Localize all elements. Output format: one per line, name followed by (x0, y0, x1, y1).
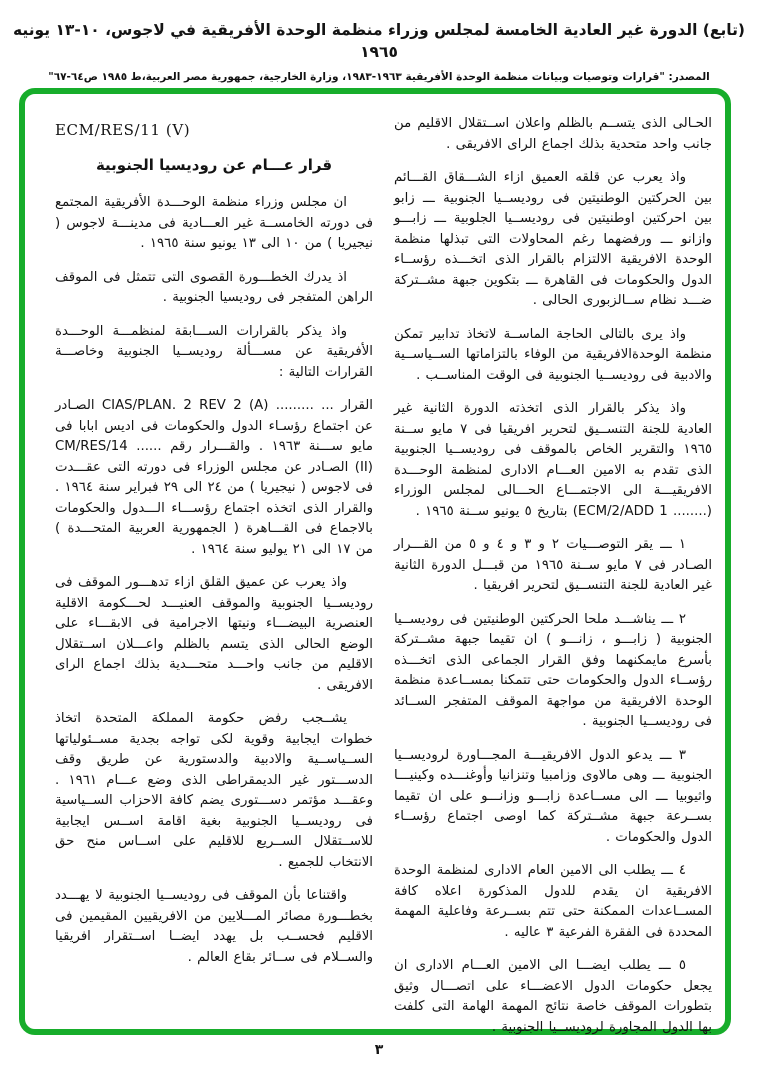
paragraph: ١ ـــ يقر التوصـــيات ٢ و ٣ و ٤ و ٥ من القـــرار الصـادر فى ٧ مايو ســنة ١٩٦٥ من قبـــل الدورة الثانية غير العادية للجنة التنســيق لتحرير افريقيا . (394, 537, 713, 593)
paragraph: يشــجب رفض حكومة المملكة المتحدة اتخاذ خطوات ايجابية وقوية لكى تواجه بجدية مســئولياتها الســياســية والادبية والدستورية عن طريق وقف الدســـتور غير الديمقراطى الذى وضع عـــام ١٩٦١ . وعقـــد مؤتمر دســـتورى يضم كافة الاحزاب الســياسية فى روديســيا الجنوبية بغية اقامة اســس ايجابية للاســتقلال الســريع للاقليم على اســاس منح حق الانتخاب للجميع . (55, 711, 373, 870)
content-frame (19, 88, 731, 1035)
paragraph: واقتناعا بأن الموقف فى روديســيا الجنوبية لا يهـــدد بخطـــورة مصائر المـــلايين من الافريقيين المقيمين فى الاقليم فحســب بل يهدد ايضــا اســتقرار افريقيا والســلام فى ســائر بقاع العالم . (55, 888, 373, 965)
column-left (55, 114, 373, 1013)
paragraph: ٥ ـــ يطلب ايضـــا الى الامين العـــام الادارى ان يجعل حكومات الدول الاعضـــاء على اتصـــال وثيق بتطورات الموقف خاصة نتائج المهمة الهامة التى كلفت بها الدول المجاورة لروديســيا الجنوبية . (394, 958, 712, 1035)
session-title: (تابع) الدورة غير العادية الخامسة لمجلس وزراء منظمة الوحدة الأفريقية في لاجوس، ١٠-١٣ يونيه ١٩٦٥ (12, 21, 746, 61)
page-footer (0, 1042, 758, 1058)
column-right-paragraphs (394, 114, 712, 1038)
paragraph: واذ يذكر بالقرارات الســـابقة لمنظمـــة الوحـــدة الأفريقية عن مســـألة روديســيا الجنوبية وخاصـــة القرارات التالية : (55, 323, 373, 380)
page-number: ٣ (374, 1042, 384, 1058)
paragraph: ٣ ـــ يدعو الدول الافريقيـــة المجـــاورة لروديســيا الجنوبية ـــ وهى مالاوى وزامبيا وتنزانيا وأوغنـــده وكينيـــا واثيوبيا ـــ الى مســاعدة زابـــو وزانـــو على ان تقيما بســرعة جبهة مشــتركة كما اوصى اجتماع رؤســاء الدول والحكومات . (394, 747, 712, 845)
paragraph: القرار ... ......... ‎CIAS/PLAN. 2 REV 2 (A)‎ الصـادر عن اجتماع رؤسـاء الدول والحكومات فى اديس ابابا فى مايو ســـنة ١٩٦٣ . والقـــرار رقم ...... ‎CM/RES/14 (II)‎ الصـادر عن مجلس الوزراء فى دورته التى عقـــدت فى لاجوس ( نيجيريا ) من ٢٤ الى ٢٩ فبراير سنة ١٩٦٤ . والقرار الذى اتخذه اجتماع رؤســـاء الـــدول والحكومات بالاجماع فى القـــاهرة ( الجمهورية العربية المتحـــدة ) من ١٧ الى ٢١ يوليو سنة ١٩٦٤ . (55, 398, 374, 557)
paragraph: ٢ ـــ يناشـــد ملحا الحركتين الوطنيتين فى روديســيا الجنوبية ( زابـــو ، زانـــو ) ان تقيما جبهة مشــتركة بأسرع مايمكنهما وفق القرار الجماعى الذى اتخـــذه رؤســاء الدول والحكومات حتى تتمكنا بمســاعدة منظمة الوحدة الافريقية من مواجهة الموقف المتفجر الســائد فى روديســيا الجنوبية . (394, 611, 712, 729)
paragraph: اذ يدرك الخطـــورة القصوى التى تتمثل فى الموقف الراهن المتفجر فى روديسيا الجنوبية . (55, 269, 373, 305)
paragraph: الحـالى الذى يتســم بالظلم واعلان اســتقلال الاقليم من جانب واحد متحدية بذلك اجماع الراى الافريقى . (394, 116, 712, 152)
resolution-reference-code: ECM/RES/11 (V) (55, 121, 191, 139)
resolution-title: قرار عـــام عن روديسيا الجنوبية (95, 155, 333, 174)
paragraph: واذ يعرب عن عميق القلق ازاء تدهـــور الموقف فى روديســيا الجنوبية والموقف العنيـــد لحـــكومة الاقلية العنصرية البيضـــاء ونيتها الاجرامية فى الابقـــاء على الوضع الحالى الذى يتسم بالظلم واعـــلان اســتقلال الاقليم من جانب واحـــد متحـــدية بذلك اجماع الراى الافريقى . (55, 575, 373, 693)
column-left-paragraphs (55, 193, 373, 968)
source-citation: المصدر: "قرارات وتوصيات وبيانات منظمة الوحدة الأفريقية ١٩٦٣-١٩٨٣، وزارة الخارجية، جمهورية مصر العربية،ط ١٩٨٥ ص٦٤-٦٧" (48, 71, 710, 84)
column-right (394, 114, 713, 1035)
paragraph: واذ يذكر بالقرار الذى اتخذته الدورة الثانية غير العادية للجنة التنســيق لتحرير افريقيا فى ٧ مايو ســنة ١٩٦٥ والتقرير الخاص بالموقف فى روديســيا الجنوبية الذى تقدم به الامين العـــام الادارى لمنظمة الوحـــدة الافريقيـــة الى الاجتمـــاع الحـــالى لمجلس الوزراء ‎(ECM/2/ADD 1 ........)‎ بتاريخ ٥ يونيو ســنة ١٩٦٥ . (394, 401, 712, 519)
paragraph: ان مجلس وزراء منظمة الوحـــدة الأفريقية المجتمع فى دورته الخامســة غير العـــادية فى مدينـــة لاجوس ( نيجيريا ) من ١٠ الى ١٣ يونيو سنة ١٩٦٥ . (55, 195, 373, 251)
paragraph: واذ يرى بالتالى الحاجة الماســة لاتخاذ تدابير تمكن منظمة الوحدةالافريقية من الوفاء بالتزاماتها الســياســية والادبية فى روديســيا الجنوبية فى الوقت المناســب . (394, 326, 712, 383)
paragraph: واذ يعرب عن قلقه العميق ازاء الشـــقاق القـــائم بين الحركتين الوطنيتين فى روديســيا الجنوبية ـــ زابو بين احركتين اوطنيتين فى روديســيا الجلوبية ـــ زابـــو وازانو ـــ ورفضهما رغم المحاولات التى تبذلها منظمة الوحدة الافريقية الالتزام بالقرار الذى اتخـــذه رؤســاء الدول والحكومات فى القاهرة ـــ بتكوين جبهة مشــتركة ضـــد نظام ســالزبورى الحالى . (394, 170, 712, 308)
page-header (0, 0, 758, 83)
paragraph: ٤ ـــ يطلب الى الامين العام الادارى لمنظمة الوحدة الافريقية ان يقدم للدول المذكورة اعلاه كافة المســاعدات الممكنة حتى تتم بســرعة وفاعلية المهمة المحددة فى الفقرة الفرعية ٣ عاليه . (394, 863, 712, 940)
